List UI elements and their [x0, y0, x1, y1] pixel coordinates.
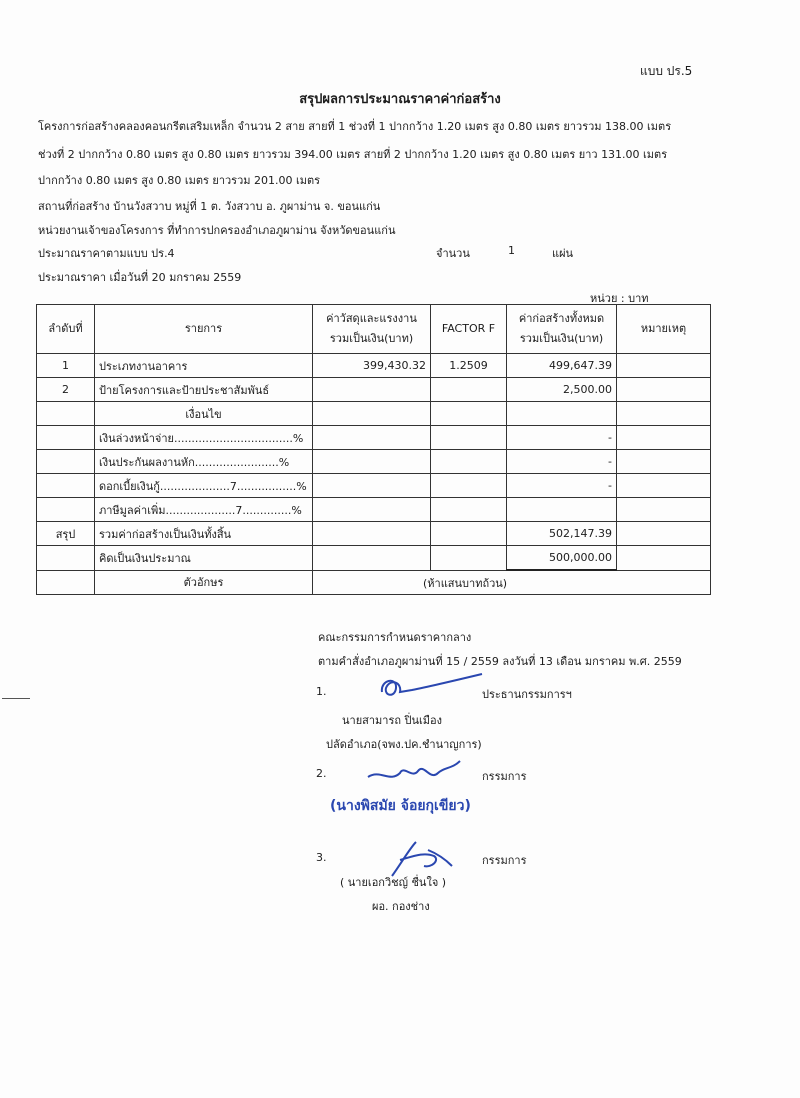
condition-interest: ดอกเบี้ยเงินกู้....................7.................%: [95, 474, 313, 498]
row-materials: 399,430.32: [313, 354, 431, 378]
agency-line: หน่วยงานเจ้าของโครงการ ที่ทำการปกครองอำเภอภูผาม่าน จังหวัดขอนแก่น: [38, 224, 396, 237]
condition-interest-total: -: [507, 474, 617, 498]
summary-row: [37, 522, 711, 546]
header-materials-line2: รวมเป็นเงิน(บาท): [329, 332, 414, 345]
header-seq: ลำดับที่: [37, 305, 95, 354]
conditions-header-row: [37, 402, 711, 426]
condition-row: [37, 474, 711, 498]
row-materials: [313, 378, 431, 402]
text-amount-row: [37, 570, 711, 595]
row-seq: 2: [37, 378, 95, 402]
table-row: [37, 354, 711, 378]
member-3-role: กรรมการ: [482, 854, 527, 867]
location-line: สถานที่ก่อสร้าง บ้านวังสวาบ หมู่ที่ 1 ต. วังสวาบ อ. ภูผาม่าน จ. ขอนแก่น: [38, 200, 381, 213]
member-3-position: ผอ. กองช่าง: [372, 900, 430, 913]
rounded-label: คิดเป็นเงินประมาณ: [95, 546, 313, 571]
summary-total: 502,147.39: [507, 522, 617, 546]
row-total: 499,647.39: [507, 354, 617, 378]
row-item: ป้ายโครงการและป้ายประชาสัมพันธ์: [95, 378, 313, 402]
member-2-name-stamp: (นางพิสมัย จ้อยกุเขียว): [330, 798, 471, 814]
text-amount-label: ตัวอักษร: [95, 570, 313, 595]
row-remark: [617, 354, 711, 378]
row-factor: 1.2509: [431, 354, 507, 378]
member-3-number: 3.: [316, 851, 327, 864]
condition-guarantee: เงินประกันผลงานหัก........................%: [95, 450, 313, 474]
member-2-number: 2.: [316, 767, 327, 780]
rounded-total: 500,000.00: [507, 546, 617, 571]
member-1-number: 1.: [316, 685, 327, 698]
summary-seq: สรุป: [37, 522, 95, 546]
committee-heading: คณะกรรมการกำหนดราคากลาง: [318, 631, 472, 644]
project-line-1: โครงการก่อสร้างคลองคอนกรีตเสริมเหล็ก จำนวน 2 สาย สายที่ 1 ช่วงที่ 1 ปากกว้าง 1.20 เมตร สูง 0.80 เมตร ยาวรวม 138.00 เมตร: [38, 120, 672, 133]
header-total-line2: รวมเป็นเงิน(บาท): [519, 332, 604, 345]
header-item: รายการ: [95, 305, 313, 354]
rounded-row: [37, 546, 711, 571]
signature-1-scribble: [372, 670, 492, 710]
quantity-value: 1: [508, 244, 515, 257]
cost-summary-table: [36, 304, 711, 595]
header-remark: หมายเหตุ: [617, 305, 711, 354]
unit-note: หน่วย : บาท: [590, 292, 649, 305]
condition-advance: เงินล่วงหน้าจ่าย..................................%: [95, 426, 313, 450]
condition-vat-total: [507, 498, 617, 522]
project-line-3: ปากกว้าง 0.80 เมตร สูง 0.80 เมตร ยาวรวม 201.00 เมตร: [38, 174, 321, 187]
condition-row: [37, 450, 711, 474]
estimate-date: ประมาณราคา เมื่อวันที่ 20 มกราคม 2559: [38, 271, 242, 284]
project-line-2: ช่วงที่ 2 ปากกว้าง 0.80 เมตร สูง 0.80 เมตร ยาวรวม 394.00 เมตร สายที่ 2 ปากกว้าง 1.20 เมตร สูง 0.80 เมตร ยาว 131.00 เมตร: [38, 148, 668, 161]
row-factor: [431, 378, 507, 402]
header-total: [507, 305, 617, 354]
header-total-line1: ค่าก่อสร้างทั้งหมด: [518, 312, 605, 325]
member-1-name: นายสามารถ ปิ่นเมือง: [342, 714, 443, 727]
margin-mark: [2, 698, 30, 699]
table-header-row: [37, 305, 711, 354]
text-amount-value: (ห้าแสนบาทถ้วน): [313, 570, 711, 595]
condition-advance-total: -: [507, 426, 617, 450]
header-materials-line1: ค่าวัสดุและแรงงาน: [326, 312, 417, 325]
signature-2-scribble: [360, 755, 470, 790]
row-total: 2,500.00: [507, 378, 617, 402]
condition-guarantee-total: -: [507, 450, 617, 474]
row-item: ประเภทงานอาคาร: [95, 354, 313, 378]
condition-vat: ภาษีมูลค่าเพิ่ม....................7..............%: [95, 498, 313, 522]
conditions-label: เงื่อนไข: [95, 402, 313, 426]
row-seq: 1: [37, 354, 95, 378]
member-1-role: ประธานกรรมการฯ: [482, 688, 572, 701]
quantity-label: จำนวน: [436, 247, 470, 260]
condition-row: [37, 426, 711, 450]
estimate-form-label: ประมาณราคาตามแบบ ปร.4: [38, 247, 175, 260]
header-factor: FACTOR F: [431, 305, 507, 354]
committee-order: ตามคำสั่งอำเภอภูผาม่านที่ 15 / 2559 ลงวันที่ 13 เดือน มกราคม พ.ศ. 2559: [318, 655, 682, 668]
member-2-role: กรรมการ: [482, 770, 527, 783]
member-3-name: ( นายเอกวิชญ์ ชื่นใจ ): [340, 876, 447, 889]
form-code: แบบ ปร.5: [640, 64, 693, 78]
row-remark: [617, 378, 711, 402]
member-1-position: ปลัดอำเภอ(จพง.ปค.ชำนาญการ): [326, 738, 482, 751]
header-materials: [313, 305, 431, 354]
document-title: สรุปผลการประมาณราคาค่าก่อสร้าง: [299, 92, 501, 107]
table-row: [37, 378, 711, 402]
quantity-unit: แผ่น: [552, 247, 574, 260]
summary-label: รวมค่าก่อสร้างเป็นเงินทั้งสิ้น: [95, 522, 313, 546]
condition-row: [37, 498, 711, 522]
